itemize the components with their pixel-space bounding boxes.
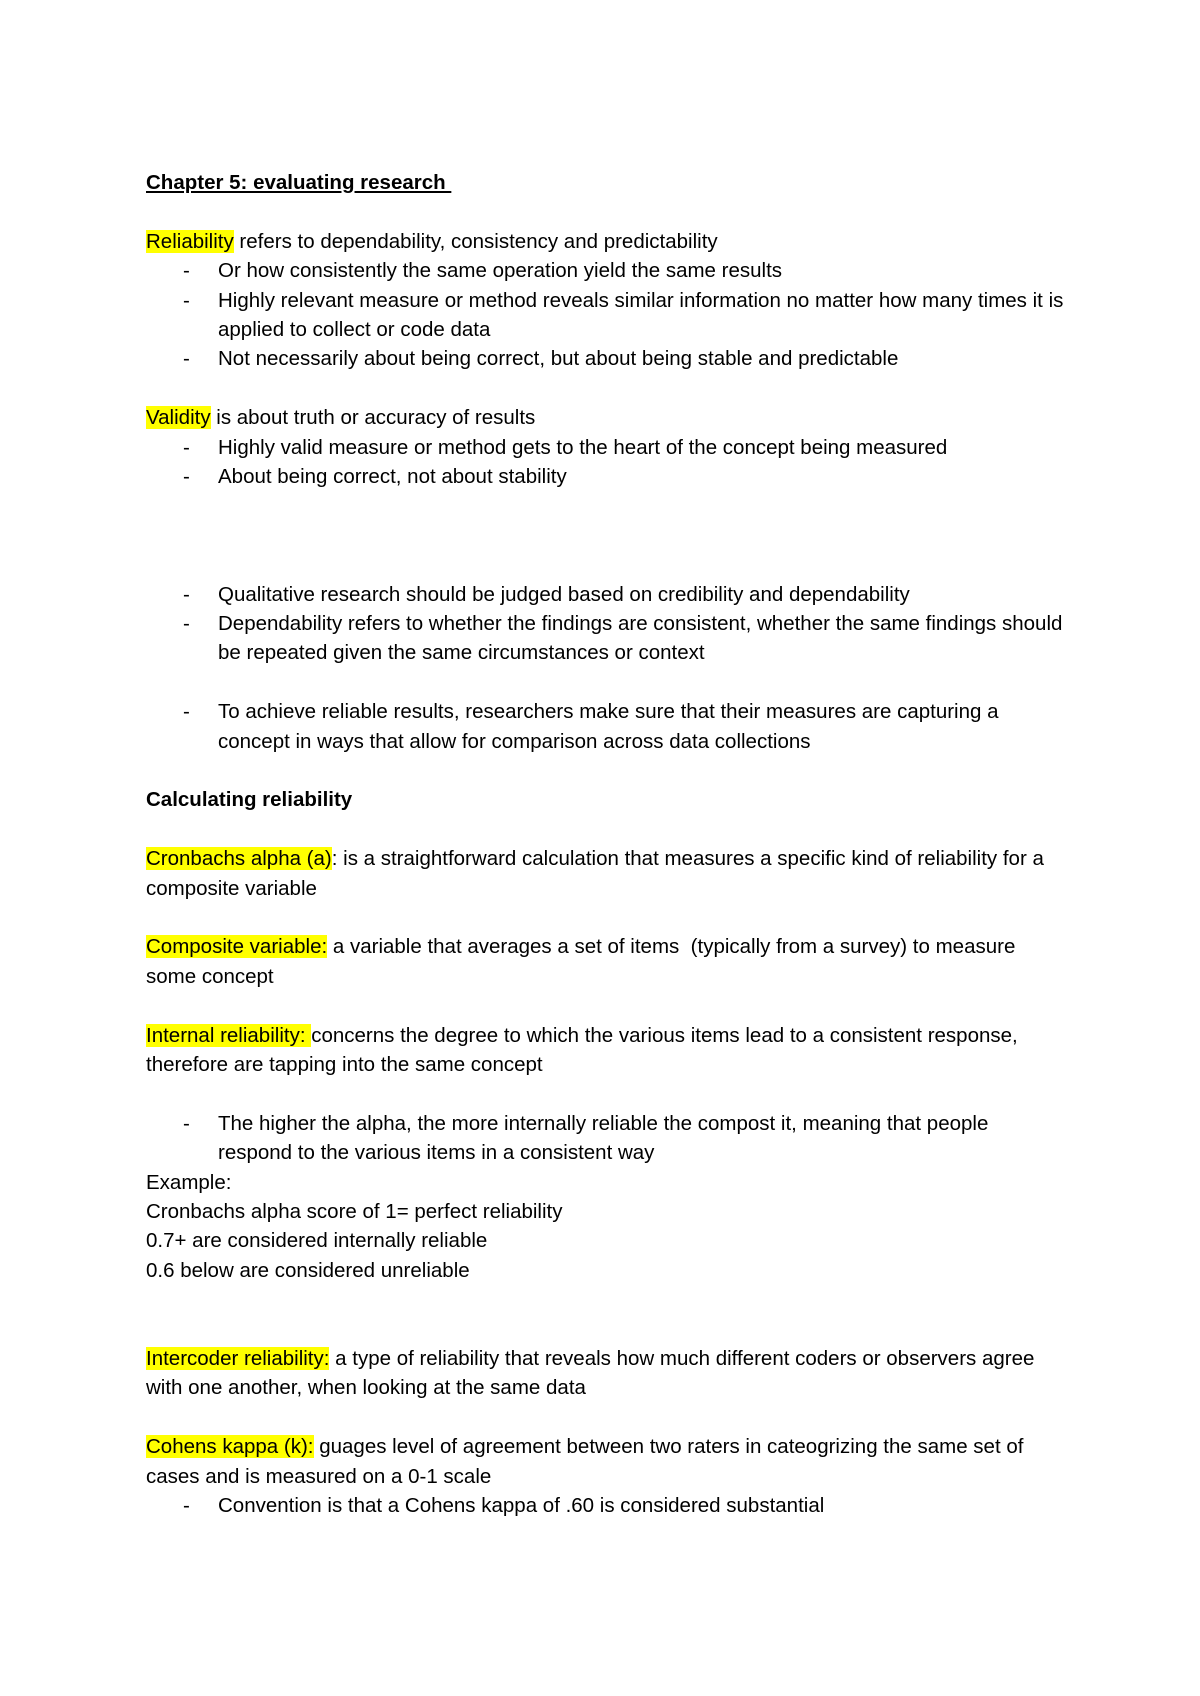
list-item-text: Or how consistently the same operation yield the same results [218, 259, 783, 283]
example-line: Example: [146, 1170, 232, 1194]
list-item-text: The higher the alpha, the more internally reliable the compost it, meaning that people respond to the various items in a consistent way [218, 1111, 989, 1165]
spacer [146, 903, 1066, 932]
list-item [146, 609, 1066, 668]
composite-paragraph [146, 932, 1066, 991]
spacer [146, 1285, 1066, 1344]
intercoder-definition: a type of reliability that reveals how much different coders or observers agree with one another, when looking at the same data [146, 1347, 1041, 1400]
list-item-text: Highly valid measure or method gets to the heart of the concept being measured [218, 435, 948, 459]
spacer [146, 1403, 1066, 1432]
example-line: Cronbachs alpha score of 1= perfect reliability [146, 1200, 563, 1224]
cohens-list [146, 1491, 1066, 1520]
list-item-text: Qualitative research should be judged based on credibility and dependability [218, 582, 910, 606]
validity-list [146, 433, 1066, 492]
list-item [146, 1109, 1066, 1168]
list-item [146, 1491, 1066, 1520]
example-line: 0.7+ are considered internally reliable [146, 1229, 488, 1253]
spacer [146, 197, 1066, 226]
cronbach-term: Cronbachs alpha (a) [146, 847, 332, 871]
cohens-definition: guages level of agreement between two raters in cateogrizing the same set of cases and is measured on a 0-1 scale [146, 1435, 1030, 1488]
list-item-text: Dependability refers to whether the findings are consistent, whether the same findings should be repeated given the same circumstances or context [218, 612, 1063, 665]
spacer [146, 815, 1066, 844]
reliable-results-list [146, 697, 1066, 756]
list-item-text: Convention is that a Cohens kappa of .60 is considered substantial [218, 1494, 825, 1518]
cronbach-definition: : is a straightforward calculation that measures a specific kind of reliability for a composite variable [146, 847, 1050, 900]
dash-bullet: - [183, 347, 190, 371]
cronbach-paragraph [146, 844, 1066, 903]
validity-definition: is about truth or accuracy of results [210, 406, 536, 430]
list-item [146, 286, 1066, 345]
internal-term: Internal reliability: [146, 1023, 312, 1047]
dash-bullet: - [183, 259, 190, 283]
dash-bullet: - [183, 1494, 190, 1518]
spacer [146, 991, 1066, 1020]
alpha-list [146, 1109, 1066, 1168]
intercoder-term: Intercoder reliability: [146, 1347, 330, 1371]
reliability-paragraph [146, 227, 1066, 256]
spacer [146, 374, 1066, 403]
reliability-list [146, 256, 1066, 374]
list-item-text: To achieve reliable results, researchers make sure that their measures are capturing a concept in ways that allow for comparison across data collections [218, 700, 999, 753]
spacer [146, 1079, 1066, 1108]
list-item [146, 580, 1066, 609]
example-line: 0.6 below are considered unreliable [146, 1258, 470, 1282]
dash-bullet: - [183, 612, 190, 636]
spacer [146, 491, 1066, 579]
document-body [146, 168, 1066, 1521]
cohens-paragraph [146, 1432, 1066, 1491]
list-item [146, 256, 1066, 285]
reliability-definition: refers to dependability, consistency and predictability [233, 229, 718, 253]
list-item [146, 697, 1066, 756]
internal-paragraph [146, 1021, 1066, 1080]
dash-bullet: - [183, 465, 190, 489]
dash-bullet: - [183, 582, 190, 606]
qualitative-list [146, 580, 1066, 668]
spacer [146, 668, 1066, 697]
internal-definition: concerns the degree to which the various items lead to a consistent response, therefore are tapping into the same concept [146, 1023, 1024, 1077]
spacer [146, 756, 1066, 785]
composite-definition: a variable that averages a set of items (typically from a survey) to measure some concept [146, 935, 1022, 988]
validity-paragraph [146, 403, 1066, 432]
intercoder-paragraph [146, 1344, 1066, 1403]
list-item-text: Highly relevant measure or method reveals similar information no matter how many times it is applied to collect or code data [218, 288, 1064, 342]
dash-bullet: - [183, 288, 190, 312]
validity-term: Validity [146, 406, 211, 430]
dash-bullet: - [183, 435, 190, 459]
list-item [146, 462, 1066, 491]
list-item [146, 433, 1066, 462]
list-item-text: About being correct, not about stability [218, 465, 567, 489]
dash-bullet: - [183, 700, 190, 724]
section-heading: Calculating reliability [146, 788, 353, 812]
document-title: Chapter 5: evaluating research [146, 171, 452, 194]
list-item [146, 344, 1066, 373]
list-item-text: Not necessarily about being correct, but about being stable and predictable [218, 347, 899, 371]
dash-bullet: - [183, 1111, 190, 1135]
composite-term: Composite variable: [146, 935, 328, 959]
reliability-term: Reliability [146, 229, 234, 253]
cohens-term: Cohens kappa (k): [146, 1435, 314, 1459]
